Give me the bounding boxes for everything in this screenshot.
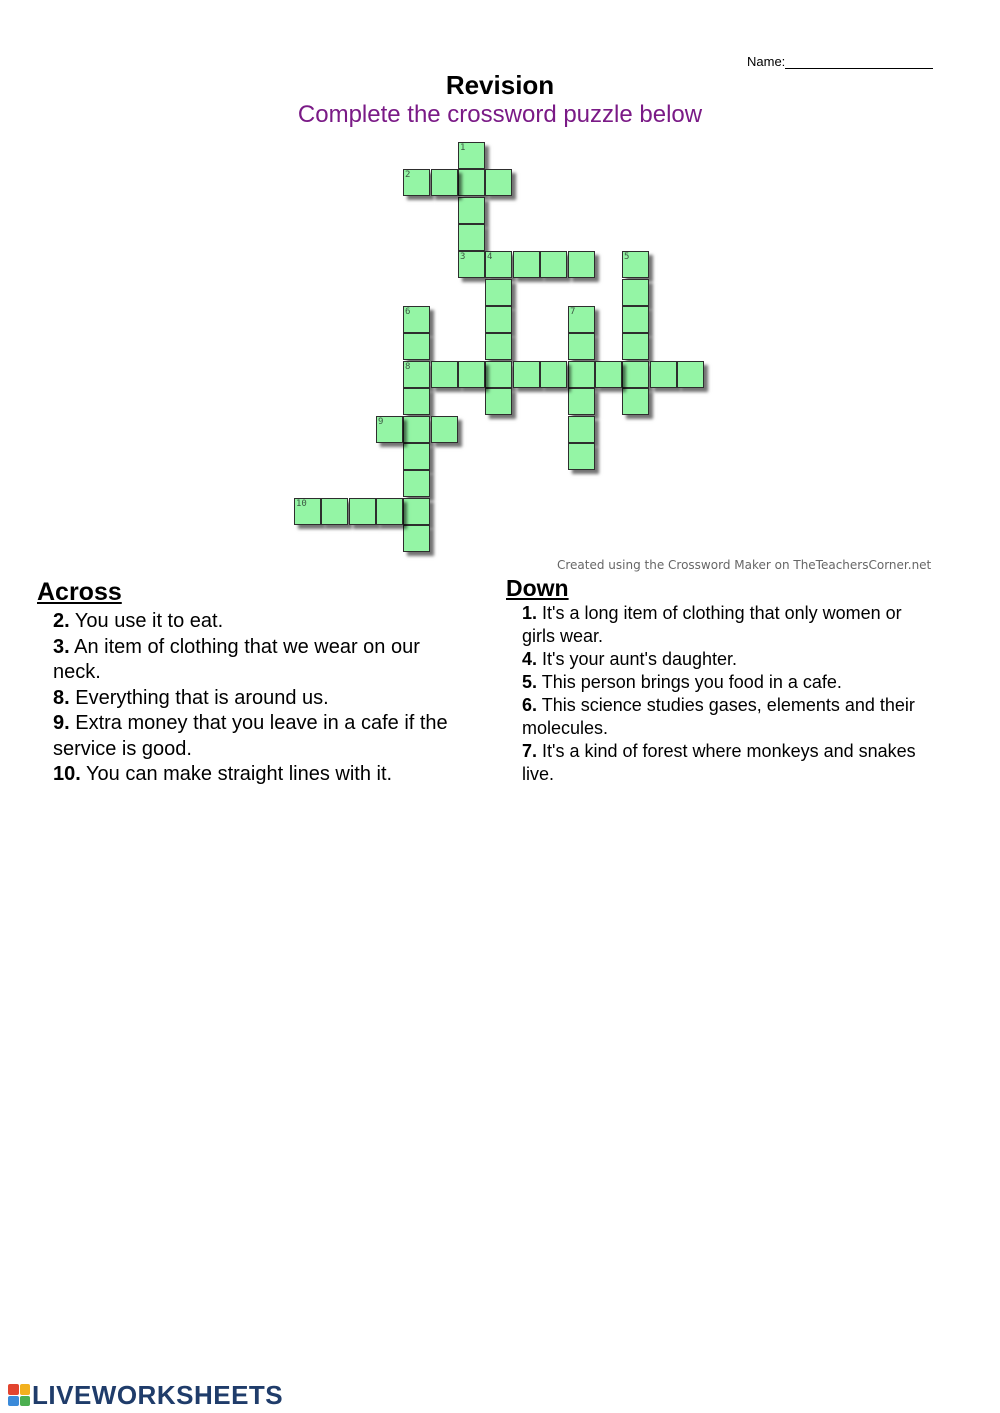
- crossword-cell[interactable]: [294, 498, 321, 525]
- down-heading: Down: [506, 575, 569, 601]
- clue-across-9: [53, 711, 473, 762]
- crossword-cell[interactable]: [349, 498, 376, 525]
- clue-number: 3.: [53, 635, 70, 658]
- crossword-cell[interactable]: [568, 251, 595, 278]
- crossword-cell[interactable]: [458, 251, 485, 278]
- crossword-cell[interactable]: [568, 333, 595, 360]
- crossword-cell[interactable]: [568, 416, 595, 443]
- cell-number: 9: [378, 417, 384, 427]
- clue-text: An item of clothing that we wear on our neck.: [53, 635, 420, 683]
- clue-number: 5.: [522, 672, 538, 692]
- crossword-cell[interactable]: [431, 169, 458, 196]
- crossword-cell[interactable]: [458, 169, 485, 196]
- cell-number: 10: [296, 499, 307, 509]
- logo-square: [8, 1396, 19, 1407]
- crossword-cell[interactable]: [403, 306, 430, 333]
- crossword-cell[interactable]: [458, 224, 485, 251]
- crossword-cell[interactable]: [403, 470, 430, 497]
- cell-number: 6: [405, 307, 411, 317]
- liveworksheets-logo: [8, 1381, 283, 1409]
- clue-text: This person brings you food in a cafe.: [541, 672, 842, 692]
- crossword-cell[interactable]: [485, 169, 512, 196]
- crossword-cell[interactable]: [485, 279, 512, 306]
- crossword-cell[interactable]: [458, 197, 485, 224]
- crossword-cell[interactable]: [513, 251, 540, 278]
- crossword-cell[interactable]: [622, 388, 649, 415]
- clue-down-7: [522, 740, 932, 786]
- clue-text: It's a kind of forest where monkeys and snakes live.: [522, 741, 916, 784]
- clue-text: You use it to eat.: [74, 610, 224, 632]
- name-label: Name:: [747, 54, 786, 69]
- cell-number: 1: [460, 143, 466, 153]
- crossword-grid: [0, 0, 1000, 560]
- crossword-cell[interactable]: [403, 333, 430, 360]
- crossword-cell[interactable]: [622, 279, 649, 306]
- crossword-cell[interactable]: [431, 416, 458, 443]
- crossword-cell[interactable]: [376, 498, 403, 525]
- logo-square: [8, 1384, 19, 1395]
- crossword-cell[interactable]: [403, 169, 430, 196]
- crossword-cell[interactable]: [595, 361, 622, 388]
- clue-across-2: [53, 609, 473, 635]
- clue-number: 8.: [53, 686, 70, 709]
- logo-square: [20, 1384, 31, 1395]
- down-clue-list: [522, 602, 932, 786]
- clue-across-8: [53, 686, 473, 712]
- clue-number: 9.: [53, 712, 70, 734]
- clue-down-6: [522, 694, 932, 740]
- crossword-cell[interactable]: [568, 388, 595, 415]
- clue-text: This science studies gases, elements and their molecules.: [522, 695, 915, 738]
- logo-square: [20, 1396, 31, 1407]
- page-title: Revision: [445, 70, 555, 100]
- clue-number: 6.: [522, 695, 538, 715]
- clue-number: 10.: [53, 763, 81, 785]
- cell-number: 7: [570, 307, 576, 317]
- crossword-cell[interactable]: [540, 361, 567, 388]
- cell-number: 2: [405, 170, 411, 180]
- cell-number: 5: [624, 252, 630, 262]
- clue-text: It's a long item of clothing that only women or girls wear.: [522, 603, 902, 646]
- crossword-cell[interactable]: [622, 306, 649, 333]
- crossword-cell[interactable]: [568, 306, 595, 333]
- clue-down-5: [522, 671, 932, 694]
- crossword-cell[interactable]: [403, 416, 430, 443]
- clue-number: 2.: [53, 610, 70, 632]
- clue-down-1: [522, 602, 932, 648]
- crossword-cell[interactable]: [622, 333, 649, 360]
- crossword-cell[interactable]: [568, 443, 595, 470]
- crossword-cell[interactable]: [650, 361, 677, 388]
- crossword-cell[interactable]: [403, 525, 430, 552]
- across-clue-list: [53, 609, 473, 788]
- logo-icon: [8, 1384, 30, 1406]
- clue-text: It's your aunt's daughter.: [542, 649, 738, 669]
- clue-across-3: [53, 635, 473, 686]
- crossword-cell[interactable]: [458, 142, 485, 169]
- crossword-cell[interactable]: [376, 416, 403, 443]
- cell-number: 3: [460, 252, 466, 262]
- crossword-cell[interactable]: [403, 498, 430, 525]
- crossword-cell[interactable]: [403, 443, 430, 470]
- clue-text: You can make straight lines with it.: [86, 763, 393, 785]
- clue-number: 4.: [522, 649, 538, 669]
- crossword-cell[interactable]: [485, 251, 512, 278]
- crossword-cell[interactable]: [677, 361, 704, 388]
- across-heading: Across: [37, 578, 122, 606]
- credit-text: Created using the Crossword Maker on TheTeachersCorner.net: [557, 558, 932, 572]
- crossword-cell[interactable]: [458, 361, 485, 388]
- clue-text: Everything that is around us.: [75, 686, 329, 709]
- cell-number: 8: [405, 362, 411, 372]
- crossword-cell[interactable]: [485, 306, 512, 333]
- clue-number: 7.: [522, 741, 538, 761]
- crossword-cell[interactable]: [485, 333, 512, 360]
- crossword-cell[interactable]: [431, 361, 458, 388]
- crossword-cell[interactable]: [321, 498, 348, 525]
- crossword-cell[interactable]: [622, 251, 649, 278]
- crossword-cell[interactable]: [540, 251, 567, 278]
- clue-number: 1.: [522, 603, 538, 623]
- clue-down-4: [522, 648, 932, 671]
- cell-number: 4: [487, 252, 493, 262]
- crossword-cell[interactable]: [513, 361, 540, 388]
- crossword-cell[interactable]: [568, 361, 595, 388]
- crossword-cell[interactable]: [403, 388, 430, 415]
- crossword-cell[interactable]: [485, 388, 512, 415]
- page-subtitle: Complete the crossword puzzle below: [297, 101, 703, 128]
- clue-text: Extra money that you leave in a cafe if the service is good.: [53, 712, 448, 760]
- crossword-cell[interactable]: [403, 361, 430, 388]
- clue-across-10: [53, 762, 473, 788]
- crossword-cell[interactable]: [485, 361, 512, 388]
- logo-text: LIVEWORKSHEETS: [32, 1379, 284, 1410]
- crossword-cell[interactable]: [622, 361, 649, 388]
